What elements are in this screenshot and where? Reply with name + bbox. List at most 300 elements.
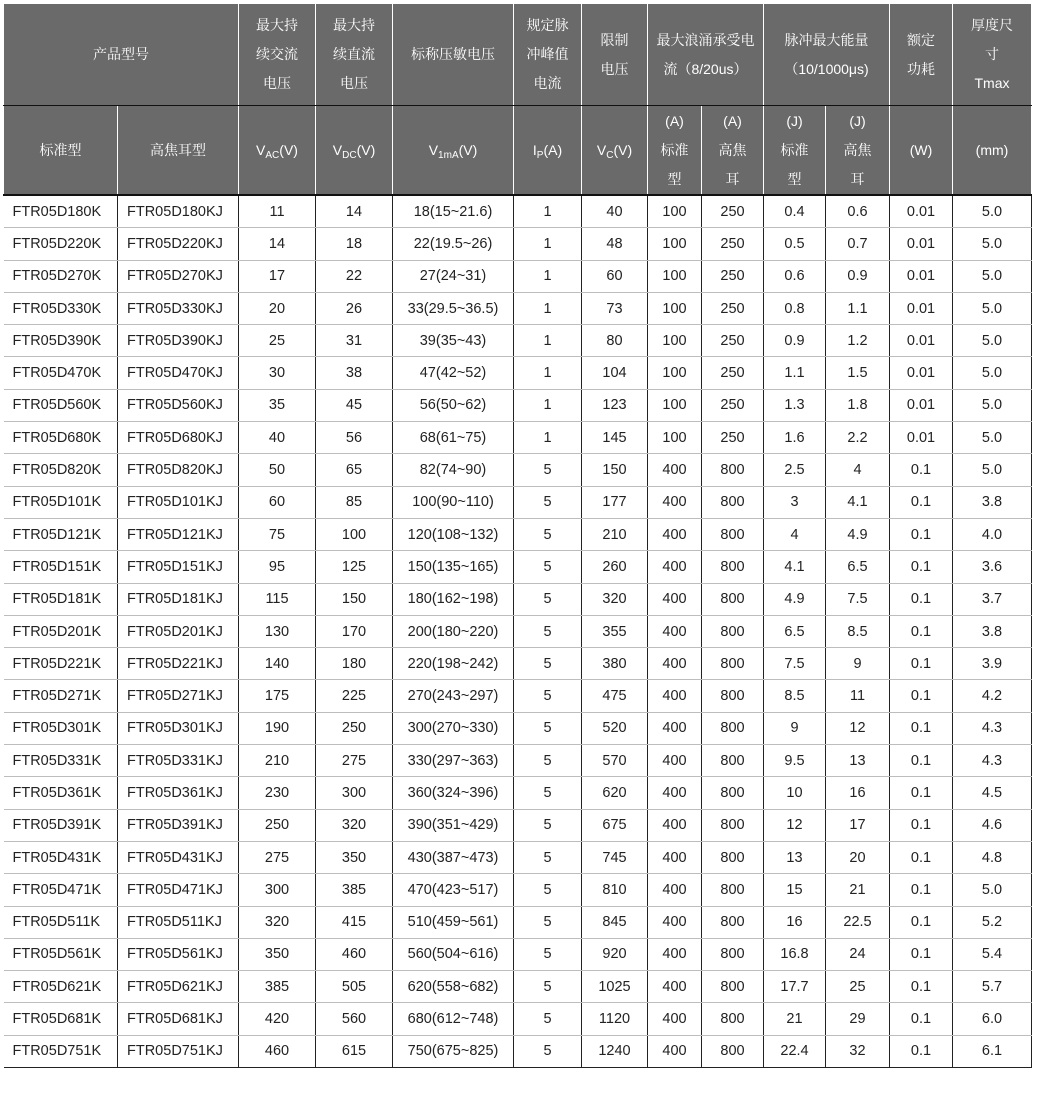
cell-ip: 1 xyxy=(514,228,582,260)
cell-model-standard: FTR05D361K xyxy=(4,777,118,809)
cell-surge-high: 250 xyxy=(702,292,764,324)
cell-energy-high: 1.2 xyxy=(826,325,890,357)
cell-surge-high: 800 xyxy=(702,745,764,777)
cell-energy-standard: 16 xyxy=(764,906,826,938)
cell-thickness: 5.0 xyxy=(953,874,1032,906)
cell-vc: 73 xyxy=(582,292,648,324)
cell-energy-standard: 22.4 xyxy=(764,1035,826,1067)
cell-energy-standard: 4.9 xyxy=(764,583,826,615)
cell-ip: 1 xyxy=(514,325,582,357)
cell-power: 0.1 xyxy=(890,906,953,938)
cell-model-high-energy: FTR05D391KJ xyxy=(118,809,239,841)
table-row xyxy=(4,422,1032,454)
cell-energy-high: 4 xyxy=(826,454,890,486)
cell-vac: 60 xyxy=(239,486,316,518)
cell-v1ma: 270(243~297) xyxy=(393,680,514,712)
cell-surge-standard: 100 xyxy=(648,260,702,292)
cell-v1ma: 33(29.5~36.5) xyxy=(393,292,514,324)
cell-ip: 5 xyxy=(514,1003,582,1035)
cell-energy-standard: 0.4 xyxy=(764,195,826,228)
cell-ip: 1 xyxy=(514,195,582,228)
cell-model-standard: FTR05D121K xyxy=(4,518,118,550)
cell-ip: 5 xyxy=(514,809,582,841)
cell-ip: 5 xyxy=(514,454,582,486)
cell-model-standard: FTR05D301K xyxy=(4,712,118,744)
cell-surge-standard: 400 xyxy=(648,551,702,583)
cell-vac: 460 xyxy=(239,1035,316,1067)
cell-vc: 810 xyxy=(582,874,648,906)
cell-power: 0.1 xyxy=(890,1035,953,1067)
cell-energy-standard: 21 xyxy=(764,1003,826,1035)
cell-energy-high: 1.8 xyxy=(826,389,890,421)
cell-vdc: 415 xyxy=(316,906,393,938)
cell-model-high-energy: FTR05D820KJ xyxy=(118,454,239,486)
subheader-ip: $I_P(A)$ xyxy=(514,106,582,196)
cell-power: 0.01 xyxy=(890,422,953,454)
cell-power: 0.1 xyxy=(890,486,953,518)
cell-model-standard: FTR05D681K xyxy=(4,1003,118,1035)
cell-v1ma: 680(612~748) xyxy=(393,1003,514,1035)
cell-thickness: 5.0 xyxy=(953,389,1032,421)
cell-thickness: 3.9 xyxy=(953,648,1032,680)
cell-power: 0.1 xyxy=(890,777,953,809)
cell-model-standard: FTR05D561K xyxy=(4,938,118,970)
cell-power: 0.01 xyxy=(890,325,953,357)
cell-model-standard: FTR05D331K xyxy=(4,745,118,777)
cell-energy-standard: 0.8 xyxy=(764,292,826,324)
cell-v1ma: 120(108~132) xyxy=(393,518,514,550)
cell-thickness: 4.2 xyxy=(953,680,1032,712)
cell-thickness: 3.7 xyxy=(953,583,1032,615)
cell-vdc: 100 xyxy=(316,518,393,550)
cell-surge-standard: 400 xyxy=(648,454,702,486)
cell-vac: 25 xyxy=(239,325,316,357)
cell-energy-high: 7.5 xyxy=(826,583,890,615)
cell-surge-standard: 400 xyxy=(648,1003,702,1035)
table-row xyxy=(4,195,1032,228)
cell-ip: 5 xyxy=(514,938,582,970)
cell-model-standard: FTR05D820K xyxy=(4,454,118,486)
cell-surge-standard: 400 xyxy=(648,680,702,712)
cell-vdc: 56 xyxy=(316,422,393,454)
header-peak-current: 规定脉冲峰值电流 xyxy=(514,4,582,106)
cell-model-high-energy: FTR05D201KJ xyxy=(118,615,239,647)
cell-energy-standard: 12 xyxy=(764,809,826,841)
cell-ip: 5 xyxy=(514,583,582,615)
cell-surge-standard: 400 xyxy=(648,971,702,1003)
cell-thickness: 6.0 xyxy=(953,1003,1032,1035)
cell-power: 0.1 xyxy=(890,938,953,970)
cell-vdc: 505 xyxy=(316,971,393,1003)
cell-surge-high: 800 xyxy=(702,1003,764,1035)
cell-energy-high: 25 xyxy=(826,971,890,1003)
cell-energy-standard: 4 xyxy=(764,518,826,550)
subheader-energy-high: (J)高焦耳 xyxy=(826,106,890,196)
cell-model-high-energy: FTR05D511KJ xyxy=(118,906,239,938)
cell-surge-high: 250 xyxy=(702,389,764,421)
table-row xyxy=(4,1003,1032,1035)
cell-vdc: 125 xyxy=(316,551,393,583)
cell-surge-high: 250 xyxy=(702,422,764,454)
cell-energy-standard: 9 xyxy=(764,712,826,744)
cell-surge-standard: 100 xyxy=(648,422,702,454)
cell-ip: 5 xyxy=(514,486,582,518)
table-row xyxy=(4,777,1032,809)
subheader-vc: $V_C(V)$ xyxy=(582,106,648,196)
cell-energy-standard: 3 xyxy=(764,486,826,518)
cell-ip: 5 xyxy=(514,615,582,647)
cell-energy-high: 32 xyxy=(826,1035,890,1067)
cell-energy-standard: 15 xyxy=(764,874,826,906)
cell-model-high-energy: FTR05D330KJ xyxy=(118,292,239,324)
cell-surge-standard: 400 xyxy=(648,777,702,809)
cell-model-standard: FTR05D270K xyxy=(4,260,118,292)
table-row xyxy=(4,518,1032,550)
cell-v1ma: 22(19.5~26) xyxy=(393,228,514,260)
cell-model-standard: FTR05D181K xyxy=(4,583,118,615)
cell-vac: 230 xyxy=(239,777,316,809)
subheader-high-energy: 高焦耳型 xyxy=(118,106,239,196)
cell-surge-high: 250 xyxy=(702,195,764,228)
header-vac-max: 最大持续交流电压 xyxy=(239,4,316,106)
cell-vac: 210 xyxy=(239,745,316,777)
cell-vac: 40 xyxy=(239,422,316,454)
cell-thickness: 3.6 xyxy=(953,551,1032,583)
cell-model-high-energy: FTR05D431KJ xyxy=(118,841,239,873)
cell-vc: 355 xyxy=(582,615,648,647)
cell-energy-high: 4.1 xyxy=(826,486,890,518)
cell-surge-standard: 100 xyxy=(648,228,702,260)
cell-power: 0.1 xyxy=(890,874,953,906)
cell-vdc: 350 xyxy=(316,841,393,873)
cell-energy-high: 8.5 xyxy=(826,615,890,647)
cell-energy-high: 0.9 xyxy=(826,260,890,292)
subheader-surge-standard: (A)标准型 xyxy=(648,106,702,196)
cell-v1ma: 68(61~75) xyxy=(393,422,514,454)
cell-ip: 1 xyxy=(514,292,582,324)
cell-energy-standard: 16.8 xyxy=(764,938,826,970)
cell-vac: 95 xyxy=(239,551,316,583)
cell-v1ma: 27(24~31) xyxy=(393,260,514,292)
cell-surge-standard: 400 xyxy=(648,938,702,970)
cell-energy-standard: 17.7 xyxy=(764,971,826,1003)
cell-thickness: 5.0 xyxy=(953,422,1032,454)
table-row xyxy=(4,228,1032,260)
cell-surge-high: 800 xyxy=(702,486,764,518)
table-row xyxy=(4,906,1032,938)
cell-surge-high: 800 xyxy=(702,971,764,1003)
cell-v1ma: 39(35~43) xyxy=(393,325,514,357)
table-row xyxy=(4,745,1032,777)
cell-model-high-energy: FTR05D301KJ xyxy=(118,712,239,744)
cell-vac: 75 xyxy=(239,518,316,550)
cell-vdc: 250 xyxy=(316,712,393,744)
cell-surge-standard: 400 xyxy=(648,648,702,680)
cell-vac: 250 xyxy=(239,809,316,841)
cell-energy-standard: 0.6 xyxy=(764,260,826,292)
subheader-thickness-unit: (mm) xyxy=(953,106,1032,196)
cell-surge-high: 800 xyxy=(702,712,764,744)
cell-surge-standard: 100 xyxy=(648,357,702,389)
cell-power: 0.01 xyxy=(890,389,953,421)
cell-model-high-energy: FTR05D361KJ xyxy=(118,777,239,809)
subheader-surge-high: (A)高焦耳 xyxy=(702,106,764,196)
cell-surge-high: 250 xyxy=(702,325,764,357)
cell-model-high-energy: FTR05D101KJ xyxy=(118,486,239,518)
cell-surge-standard: 100 xyxy=(648,292,702,324)
cell-model-high-energy: FTR05D220KJ xyxy=(118,228,239,260)
cell-surge-high: 800 xyxy=(702,906,764,938)
cell-vc: 920 xyxy=(582,938,648,970)
cell-surge-standard: 100 xyxy=(648,195,702,228)
cell-v1ma: 470(423~517) xyxy=(393,874,514,906)
cell-energy-high: 0.7 xyxy=(826,228,890,260)
cell-vac: 175 xyxy=(239,680,316,712)
cell-vdc: 560 xyxy=(316,1003,393,1035)
cell-vdc: 180 xyxy=(316,648,393,680)
table-row xyxy=(4,260,1032,292)
cell-vdc: 26 xyxy=(316,292,393,324)
table-row xyxy=(4,680,1032,712)
cell-vc: 380 xyxy=(582,648,648,680)
cell-thickness: 3.8 xyxy=(953,615,1032,647)
cell-thickness: 4.3 xyxy=(953,712,1032,744)
cell-thickness: 6.1 xyxy=(953,1035,1032,1067)
cell-vc: 123 xyxy=(582,389,648,421)
cell-power: 0.1 xyxy=(890,712,953,744)
cell-model-standard: FTR05D201K xyxy=(4,615,118,647)
cell-vac: 190 xyxy=(239,712,316,744)
cell-v1ma: 360(324~396) xyxy=(393,777,514,809)
cell-model-high-energy: FTR05D751KJ xyxy=(118,1035,239,1067)
cell-thickness: 5.0 xyxy=(953,454,1032,486)
cell-v1ma: 560(504~616) xyxy=(393,938,514,970)
header-rated-power: 额定功耗 xyxy=(890,4,953,106)
cell-surge-high: 800 xyxy=(702,841,764,873)
cell-power: 0.1 xyxy=(890,454,953,486)
cell-vac: 320 xyxy=(239,906,316,938)
cell-power: 0.1 xyxy=(890,551,953,583)
table-row xyxy=(4,938,1032,970)
cell-power: 0.01 xyxy=(890,228,953,260)
cell-vc: 320 xyxy=(582,583,648,615)
cell-v1ma: 390(351~429) xyxy=(393,809,514,841)
cell-surge-high: 800 xyxy=(702,874,764,906)
header-model: 产品型号 xyxy=(4,4,239,106)
cell-vac: 275 xyxy=(239,841,316,873)
table-row xyxy=(4,809,1032,841)
cell-model-standard: FTR05D511K xyxy=(4,906,118,938)
cell-model-standard: FTR05D751K xyxy=(4,1035,118,1067)
cell-model-high-energy: FTR05D470KJ xyxy=(118,357,239,389)
cell-surge-standard: 400 xyxy=(648,841,702,873)
cell-thickness: 5.7 xyxy=(953,971,1032,1003)
cell-model-standard: FTR05D390K xyxy=(4,325,118,357)
spec-table-body xyxy=(4,195,1032,1068)
cell-vdc: 300 xyxy=(316,777,393,809)
cell-thickness: 3.8 xyxy=(953,486,1032,518)
cell-model-standard: FTR05D391K xyxy=(4,809,118,841)
cell-energy-standard: 2.5 xyxy=(764,454,826,486)
cell-model-high-energy: FTR05D151KJ xyxy=(118,551,239,583)
cell-vdc: 45 xyxy=(316,389,393,421)
cell-vc: 104 xyxy=(582,357,648,389)
cell-vc: 1120 xyxy=(582,1003,648,1035)
cell-surge-high: 800 xyxy=(702,1035,764,1067)
cell-power: 0.01 xyxy=(890,292,953,324)
cell-thickness: 5.0 xyxy=(953,325,1032,357)
cell-v1ma: 430(387~473) xyxy=(393,841,514,873)
cell-energy-high: 9 xyxy=(826,648,890,680)
cell-thickness: 4.8 xyxy=(953,841,1032,873)
cell-vac: 17 xyxy=(239,260,316,292)
cell-model-standard: FTR05D560K xyxy=(4,389,118,421)
cell-model-standard: FTR05D621K xyxy=(4,971,118,1003)
cell-model-standard: FTR05D180K xyxy=(4,195,118,228)
cell-v1ma: 330(297~363) xyxy=(393,745,514,777)
cell-vac: 115 xyxy=(239,583,316,615)
cell-v1ma: 300(270~330) xyxy=(393,712,514,744)
cell-v1ma: 47(42~52) xyxy=(393,357,514,389)
cell-energy-high: 29 xyxy=(826,1003,890,1035)
cell-energy-standard: 0.5 xyxy=(764,228,826,260)
cell-ip: 1 xyxy=(514,422,582,454)
cell-vdc: 275 xyxy=(316,745,393,777)
cell-vc: 260 xyxy=(582,551,648,583)
cell-model-high-energy: FTR05D270KJ xyxy=(118,260,239,292)
header-pulse-energy: 脉冲最大能量（10/1000μs) xyxy=(764,4,890,106)
cell-power: 0.1 xyxy=(890,809,953,841)
cell-model-standard: FTR05D330K xyxy=(4,292,118,324)
cell-energy-standard: 1.1 xyxy=(764,357,826,389)
cell-thickness: 5.4 xyxy=(953,938,1032,970)
cell-power: 0.1 xyxy=(890,648,953,680)
cell-power: 0.1 xyxy=(890,615,953,647)
cell-model-high-energy: FTR05D621KJ xyxy=(118,971,239,1003)
cell-model-standard: FTR05D431K xyxy=(4,841,118,873)
cell-ip: 5 xyxy=(514,1035,582,1067)
cell-surge-standard: 400 xyxy=(648,712,702,744)
cell-ip: 5 xyxy=(514,518,582,550)
cell-thickness: 4.0 xyxy=(953,518,1032,550)
cell-vac: 420 xyxy=(239,1003,316,1035)
cell-model-standard: FTR05D101K xyxy=(4,486,118,518)
cell-vc: 620 xyxy=(582,777,648,809)
cell-vdc: 225 xyxy=(316,680,393,712)
cell-energy-high: 4.9 xyxy=(826,518,890,550)
header-thickness: 厚度尺寸Tmax xyxy=(953,4,1032,106)
cell-surge-high: 800 xyxy=(702,583,764,615)
cell-energy-standard: 10 xyxy=(764,777,826,809)
cell-v1ma: 150(135~165) xyxy=(393,551,514,583)
cell-v1ma: 56(50~62) xyxy=(393,389,514,421)
cell-surge-standard: 400 xyxy=(648,745,702,777)
cell-vc: 475 xyxy=(582,680,648,712)
cell-surge-standard: 100 xyxy=(648,389,702,421)
cell-power: 0.1 xyxy=(890,680,953,712)
cell-vac: 300 xyxy=(239,874,316,906)
cell-energy-standard: 13 xyxy=(764,841,826,873)
cell-vdc: 615 xyxy=(316,1035,393,1067)
cell-v1ma: 750(675~825) xyxy=(393,1035,514,1067)
cell-ip: 5 xyxy=(514,712,582,744)
cell-vc: 150 xyxy=(582,454,648,486)
cell-v1ma: 82(74~90) xyxy=(393,454,514,486)
cell-ip: 5 xyxy=(514,551,582,583)
subheader-v1ma: $V_{1mA}(V)$ xyxy=(393,106,514,196)
cell-surge-standard: 400 xyxy=(648,874,702,906)
cell-model-high-energy: FTR05D561KJ xyxy=(118,938,239,970)
cell-vac: 50 xyxy=(239,454,316,486)
cell-energy-standard: 9.5 xyxy=(764,745,826,777)
header-clamp-voltage: 限制电压 xyxy=(582,4,648,106)
cell-vdc: 22 xyxy=(316,260,393,292)
cell-vc: 145 xyxy=(582,422,648,454)
cell-vdc: 385 xyxy=(316,874,393,906)
cell-surge-standard: 400 xyxy=(648,906,702,938)
cell-vc: 570 xyxy=(582,745,648,777)
cell-vac: 30 xyxy=(239,357,316,389)
cell-energy-high: 22.5 xyxy=(826,906,890,938)
cell-vdc: 320 xyxy=(316,809,393,841)
cell-model-standard: FTR05D220K xyxy=(4,228,118,260)
cell-vc: 60 xyxy=(582,260,648,292)
cell-power: 0.1 xyxy=(890,1003,953,1035)
table-row xyxy=(4,1035,1032,1067)
header-vdc-max: 最大持续直流电压 xyxy=(316,4,393,106)
cell-energy-high: 6.5 xyxy=(826,551,890,583)
cell-vac: 130 xyxy=(239,615,316,647)
cell-thickness: 5.0 xyxy=(953,228,1032,260)
cell-model-standard: FTR05D221K xyxy=(4,648,118,680)
cell-model-high-energy: FTR05D221KJ xyxy=(118,648,239,680)
cell-v1ma: 100(90~110) xyxy=(393,486,514,518)
cell-energy-standard: 7.5 xyxy=(764,648,826,680)
cell-ip: 1 xyxy=(514,357,582,389)
cell-energy-high: 17 xyxy=(826,809,890,841)
cell-vc: 1240 xyxy=(582,1035,648,1067)
cell-model-standard: FTR05D471K xyxy=(4,874,118,906)
cell-power: 0.01 xyxy=(890,195,953,228)
table-row xyxy=(4,454,1032,486)
cell-energy-standard: 6.5 xyxy=(764,615,826,647)
cell-vdc: 150 xyxy=(316,583,393,615)
cell-model-high-energy: FTR05D181KJ xyxy=(118,583,239,615)
cell-surge-standard: 400 xyxy=(648,809,702,841)
table-row xyxy=(4,712,1032,744)
cell-vdc: 460 xyxy=(316,938,393,970)
cell-vc: 40 xyxy=(582,195,648,228)
cell-power: 0.1 xyxy=(890,971,953,1003)
cell-power: 0.01 xyxy=(890,357,953,389)
subheader-vac: $V_{AC}(V)$ xyxy=(239,106,316,196)
cell-thickness: 5.2 xyxy=(953,906,1032,938)
cell-vdc: 14 xyxy=(316,195,393,228)
cell-v1ma: 510(459~561) xyxy=(393,906,514,938)
header-nominal-voltage: 标称压敏电压 xyxy=(393,4,514,106)
subheader-vdc: $V_{DC}(V)$ xyxy=(316,106,393,196)
cell-model-high-energy: FTR05D271KJ xyxy=(118,680,239,712)
cell-model-high-energy: FTR05D180KJ xyxy=(118,195,239,228)
cell-power: 0.1 xyxy=(890,841,953,873)
cell-surge-high: 250 xyxy=(702,357,764,389)
cell-surge-standard: 100 xyxy=(648,325,702,357)
cell-vdc: 18 xyxy=(316,228,393,260)
cell-ip: 1 xyxy=(514,389,582,421)
table-row xyxy=(4,615,1032,647)
cell-v1ma: 180(162~198) xyxy=(393,583,514,615)
table-row xyxy=(4,841,1032,873)
